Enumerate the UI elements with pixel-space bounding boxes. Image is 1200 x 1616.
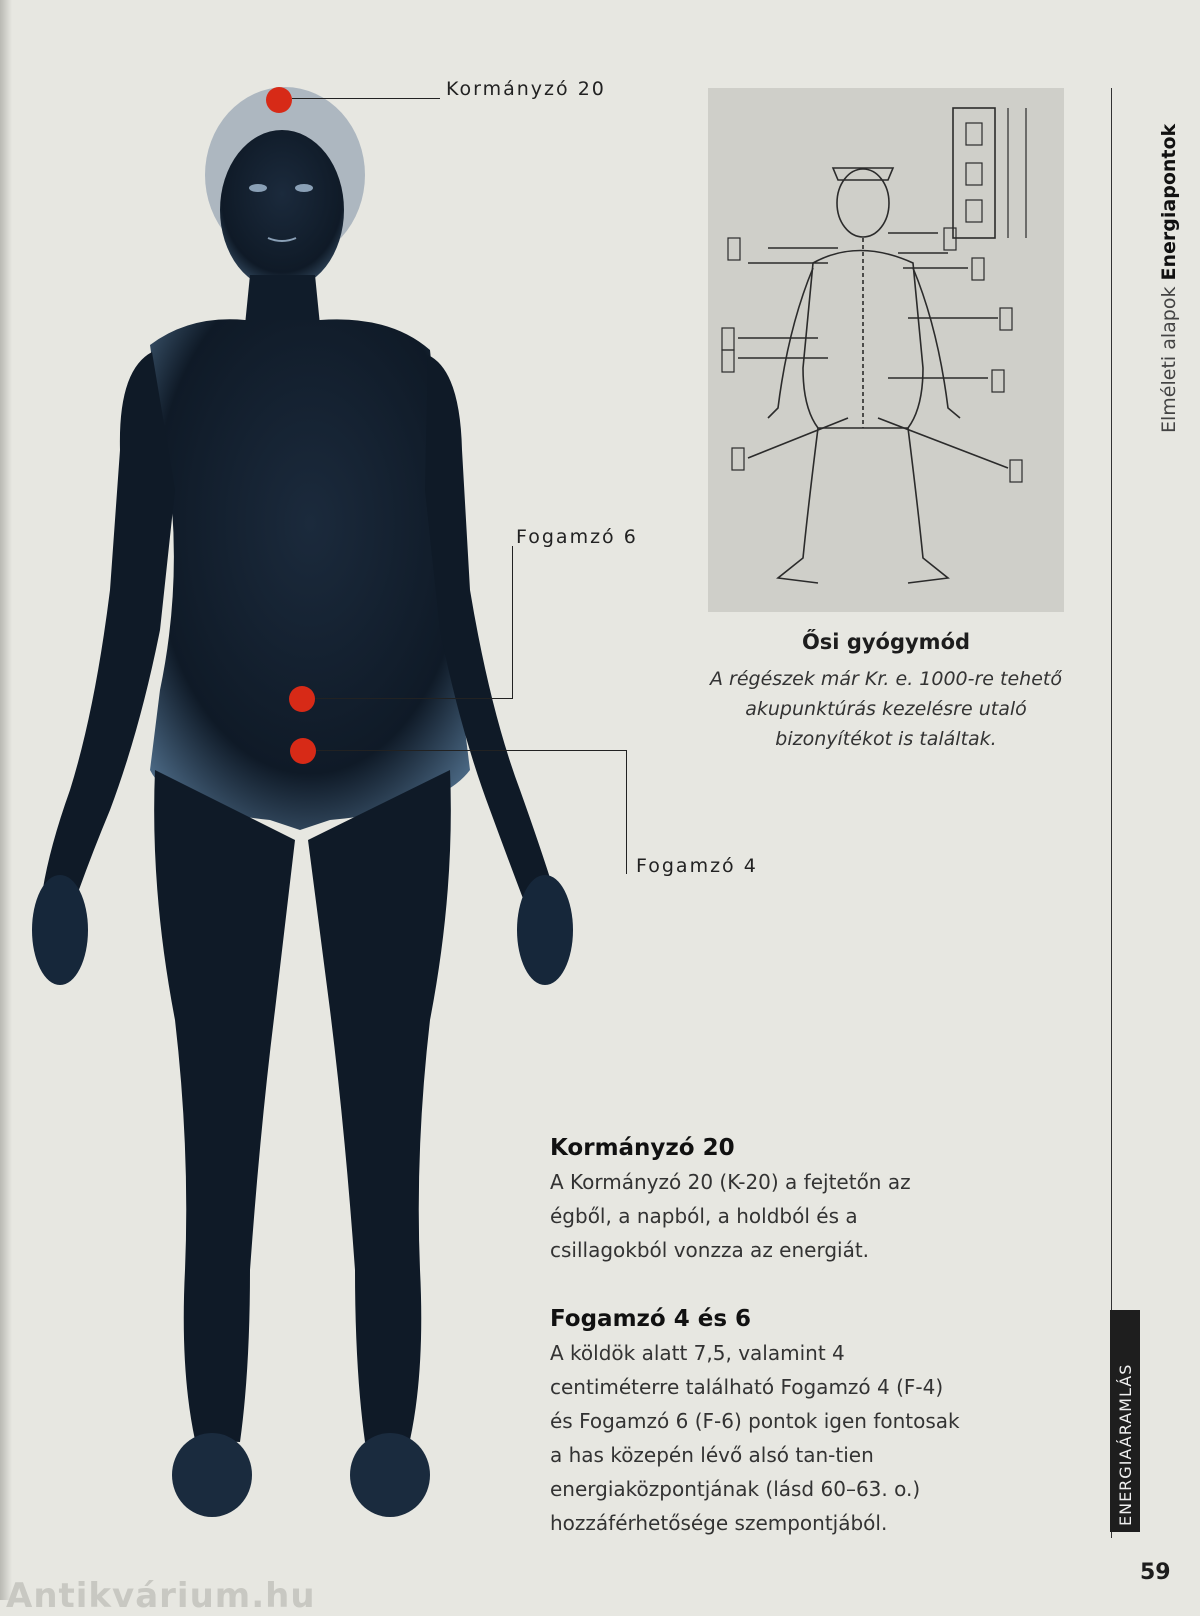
- section-fogamzo-4-6: [550, 1306, 970, 1540]
- section-tab: [1110, 1310, 1140, 1532]
- left-hand: [32, 875, 88, 985]
- page-number: 59: [1140, 1560, 1171, 1585]
- section-kormanyzo-20: [550, 1135, 970, 1267]
- leader-f4-v: [626, 750, 627, 874]
- callout-kormanyzo-20: Kormányzó 20: [446, 78, 606, 100]
- point-fogamzo-6: [289, 686, 315, 712]
- leader-k20: [292, 98, 440, 99]
- leader-f6-h: [315, 698, 512, 699]
- right-leg: [308, 770, 451, 1442]
- section-body: A köldök alatt 7,5, valamint 4 centiméterre található Fogamzó 4 (F-4) és Fogamzó 6 (F-6) pontok igen fontosak a has közepén lévő alsó tan-tien energiaközpontjának (lásd 60–63. o.) hozzáférhetősége szempontjából.: [550, 1341, 960, 1535]
- left-leg: [154, 770, 295, 1442]
- right-foot: [350, 1433, 430, 1517]
- callout-fogamzo-6: Fogamzó 6: [516, 526, 638, 548]
- caption-body: A régészek már Kr. e. 1000-re tehető akupunktúrás kezelésre utaló bizonyítékot is találtak.: [710, 668, 1062, 750]
- left-foot: [172, 1433, 252, 1517]
- section-tab-label: ENERGIAÁRAMLÁS: [1116, 1363, 1135, 1526]
- running-head-light: Elméleti alapok: [1158, 286, 1180, 433]
- point-kormanyzo-20: [266, 87, 292, 113]
- human-figure-illustration: [0, 70, 620, 1550]
- neck: [245, 275, 320, 325]
- right-eye: [295, 184, 313, 192]
- running-head-bold: Energiapontok: [1158, 123, 1180, 281]
- ancient-acupuncture-chart: [708, 88, 1064, 612]
- point-fogamzo-4: [290, 738, 316, 764]
- head: [220, 130, 344, 290]
- leader-f4-h: [316, 750, 626, 751]
- leader-f6-v: [512, 546, 513, 699]
- callout-fogamzo-4: Fogamzó 4: [636, 855, 758, 877]
- left-eye: [249, 184, 267, 192]
- section-title: Kormányzó 20: [550, 1135, 735, 1161]
- watermark: Antikvárium.hu: [6, 1576, 316, 1616]
- running-head: [1130, 88, 1180, 438]
- section-body: A Kormányzó 20 (K-20) a fejtetőn az égből, a napból, a holdból és a csillagokból vonzza az energiát.: [550, 1170, 911, 1262]
- section-title: Fogamzó 4 és 6: [550, 1306, 752, 1332]
- caption-title: Ősi gyógymód: [801, 630, 971, 654]
- right-hand: [517, 875, 573, 985]
